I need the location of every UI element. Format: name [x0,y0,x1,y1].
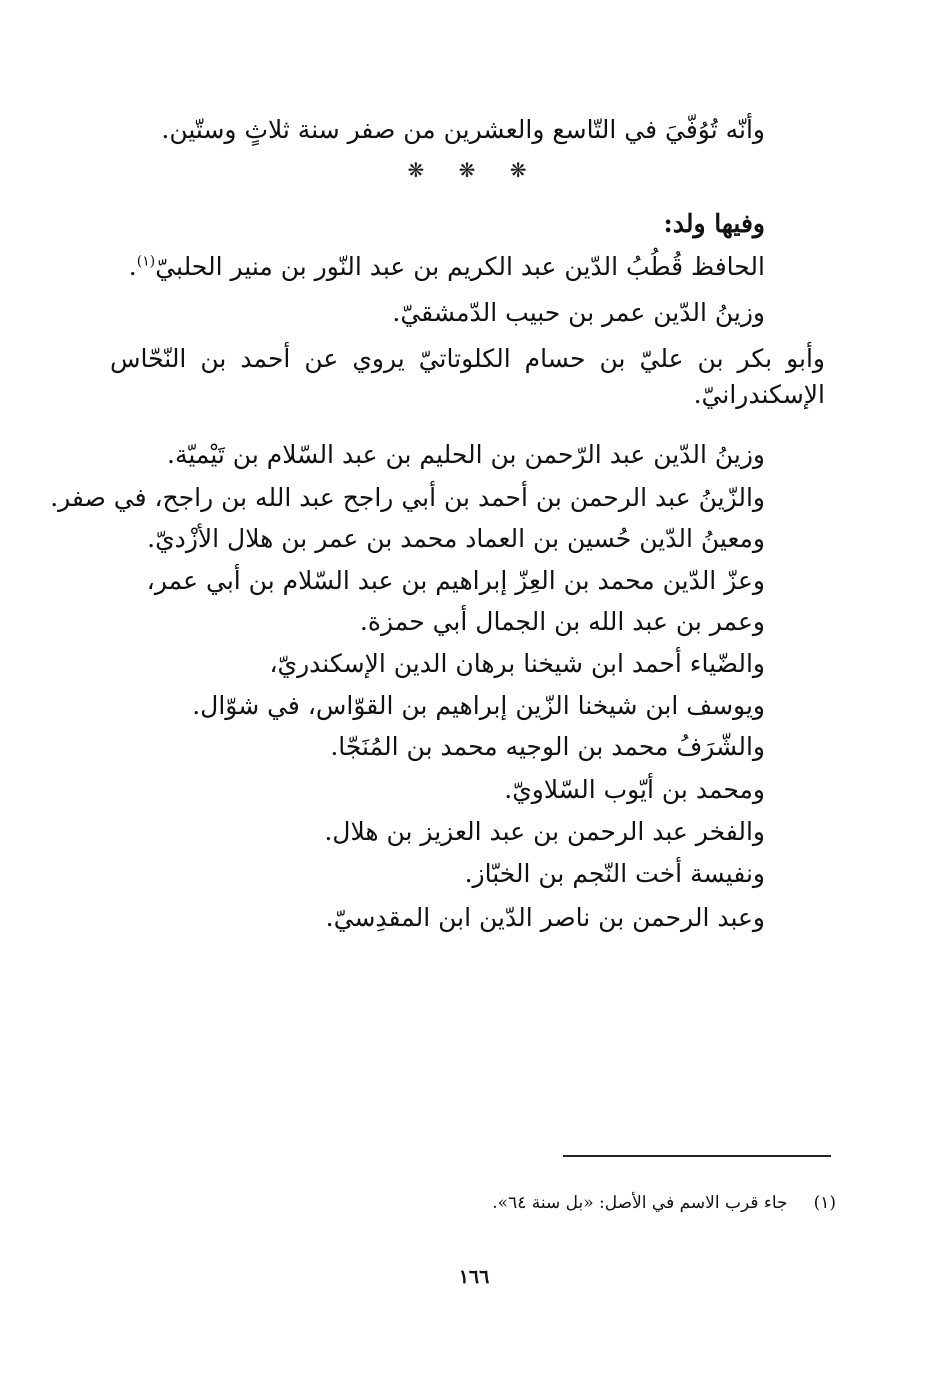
entry-line-continuation: الإسكندرانيّ. [693,380,825,409]
entry-line: وعزّ الدّين محمد بن العِزّ إبراهيم بن عبد السّلام بن أبي عمر، [146,566,765,595]
entry-line: وزينُ الدّين عبد الرّحمن بن الحليم بن عبد السّلام بن تَيْميّة. [167,440,765,469]
footnote-marker: (١) [136,253,156,270]
entry-line: وزينُ الدّين عمر بن حبيب الدّمشقيّ. [392,298,765,327]
entry-line: والزّينُ عبد الرحمن بن أحمد بن أبي راجح عبد الله بن راجح، في صفر. [50,483,765,512]
entry-line: ومحمد بن أيّوب السّلاويّ. [504,775,765,804]
footnote-text: جاء قرب الاسم في الأصل: «بل سنة ٦٤». [492,1193,788,1213]
entry-line [129,250,765,284]
entry-end: . [128,252,137,281]
entry-line: ويوسف ابن شيخنا الزّين إبراهيم بن القوّاس، في شوّال. [192,691,765,720]
entry-line: ومعينُ الدّين حُسين بن العماد محمد بن عمر بن هلال الأزْديّ. [147,524,765,553]
footnote-number: (١) [813,1193,836,1213]
entry-line: وأبو بكر بن عليّ بن حسام الكلوتاتيّ يروي عن أحمد بن النّحّاس [110,344,825,373]
entry-line: وعبد الرحمن بن ناصر الدّين ابن المقدِسيّ. [325,903,765,932]
footnote [492,1190,836,1216]
entry-line: وعمر بن عبد الله بن الجمال أبي حمزة. [359,607,765,636]
opening-line: وأنّه تُوُفّيَ في التّاسع والعشرين من صفر سنة ثلاثٍ وستّين. [161,115,765,144]
entry-line: والشّرَفُ محمد بن الوجيه محمد بن المُنَجّا. [330,732,765,761]
page-number: ١٦٦ [458,1266,490,1288]
entry-text: الحافظ قُطُبُ الدّين عبد الكريم بن عبد النّور بن منير الحلبيّ [155,252,765,281]
entry-line: ونفيسة أخت النّجم بن الخبّاز. [464,859,765,888]
entry-line: والفخر عبد الرحمن بن عبد العزيز بن هلال. [324,817,765,846]
footnote-divider [563,1155,831,1157]
section-separator: ❋ ❋ ❋ [407,158,541,182]
entry-line: والضّياء أحمد ابن شيخنا برهان الدين الإسكندريّ، [269,649,765,678]
section-heading: وفيها ولد: [663,209,765,238]
